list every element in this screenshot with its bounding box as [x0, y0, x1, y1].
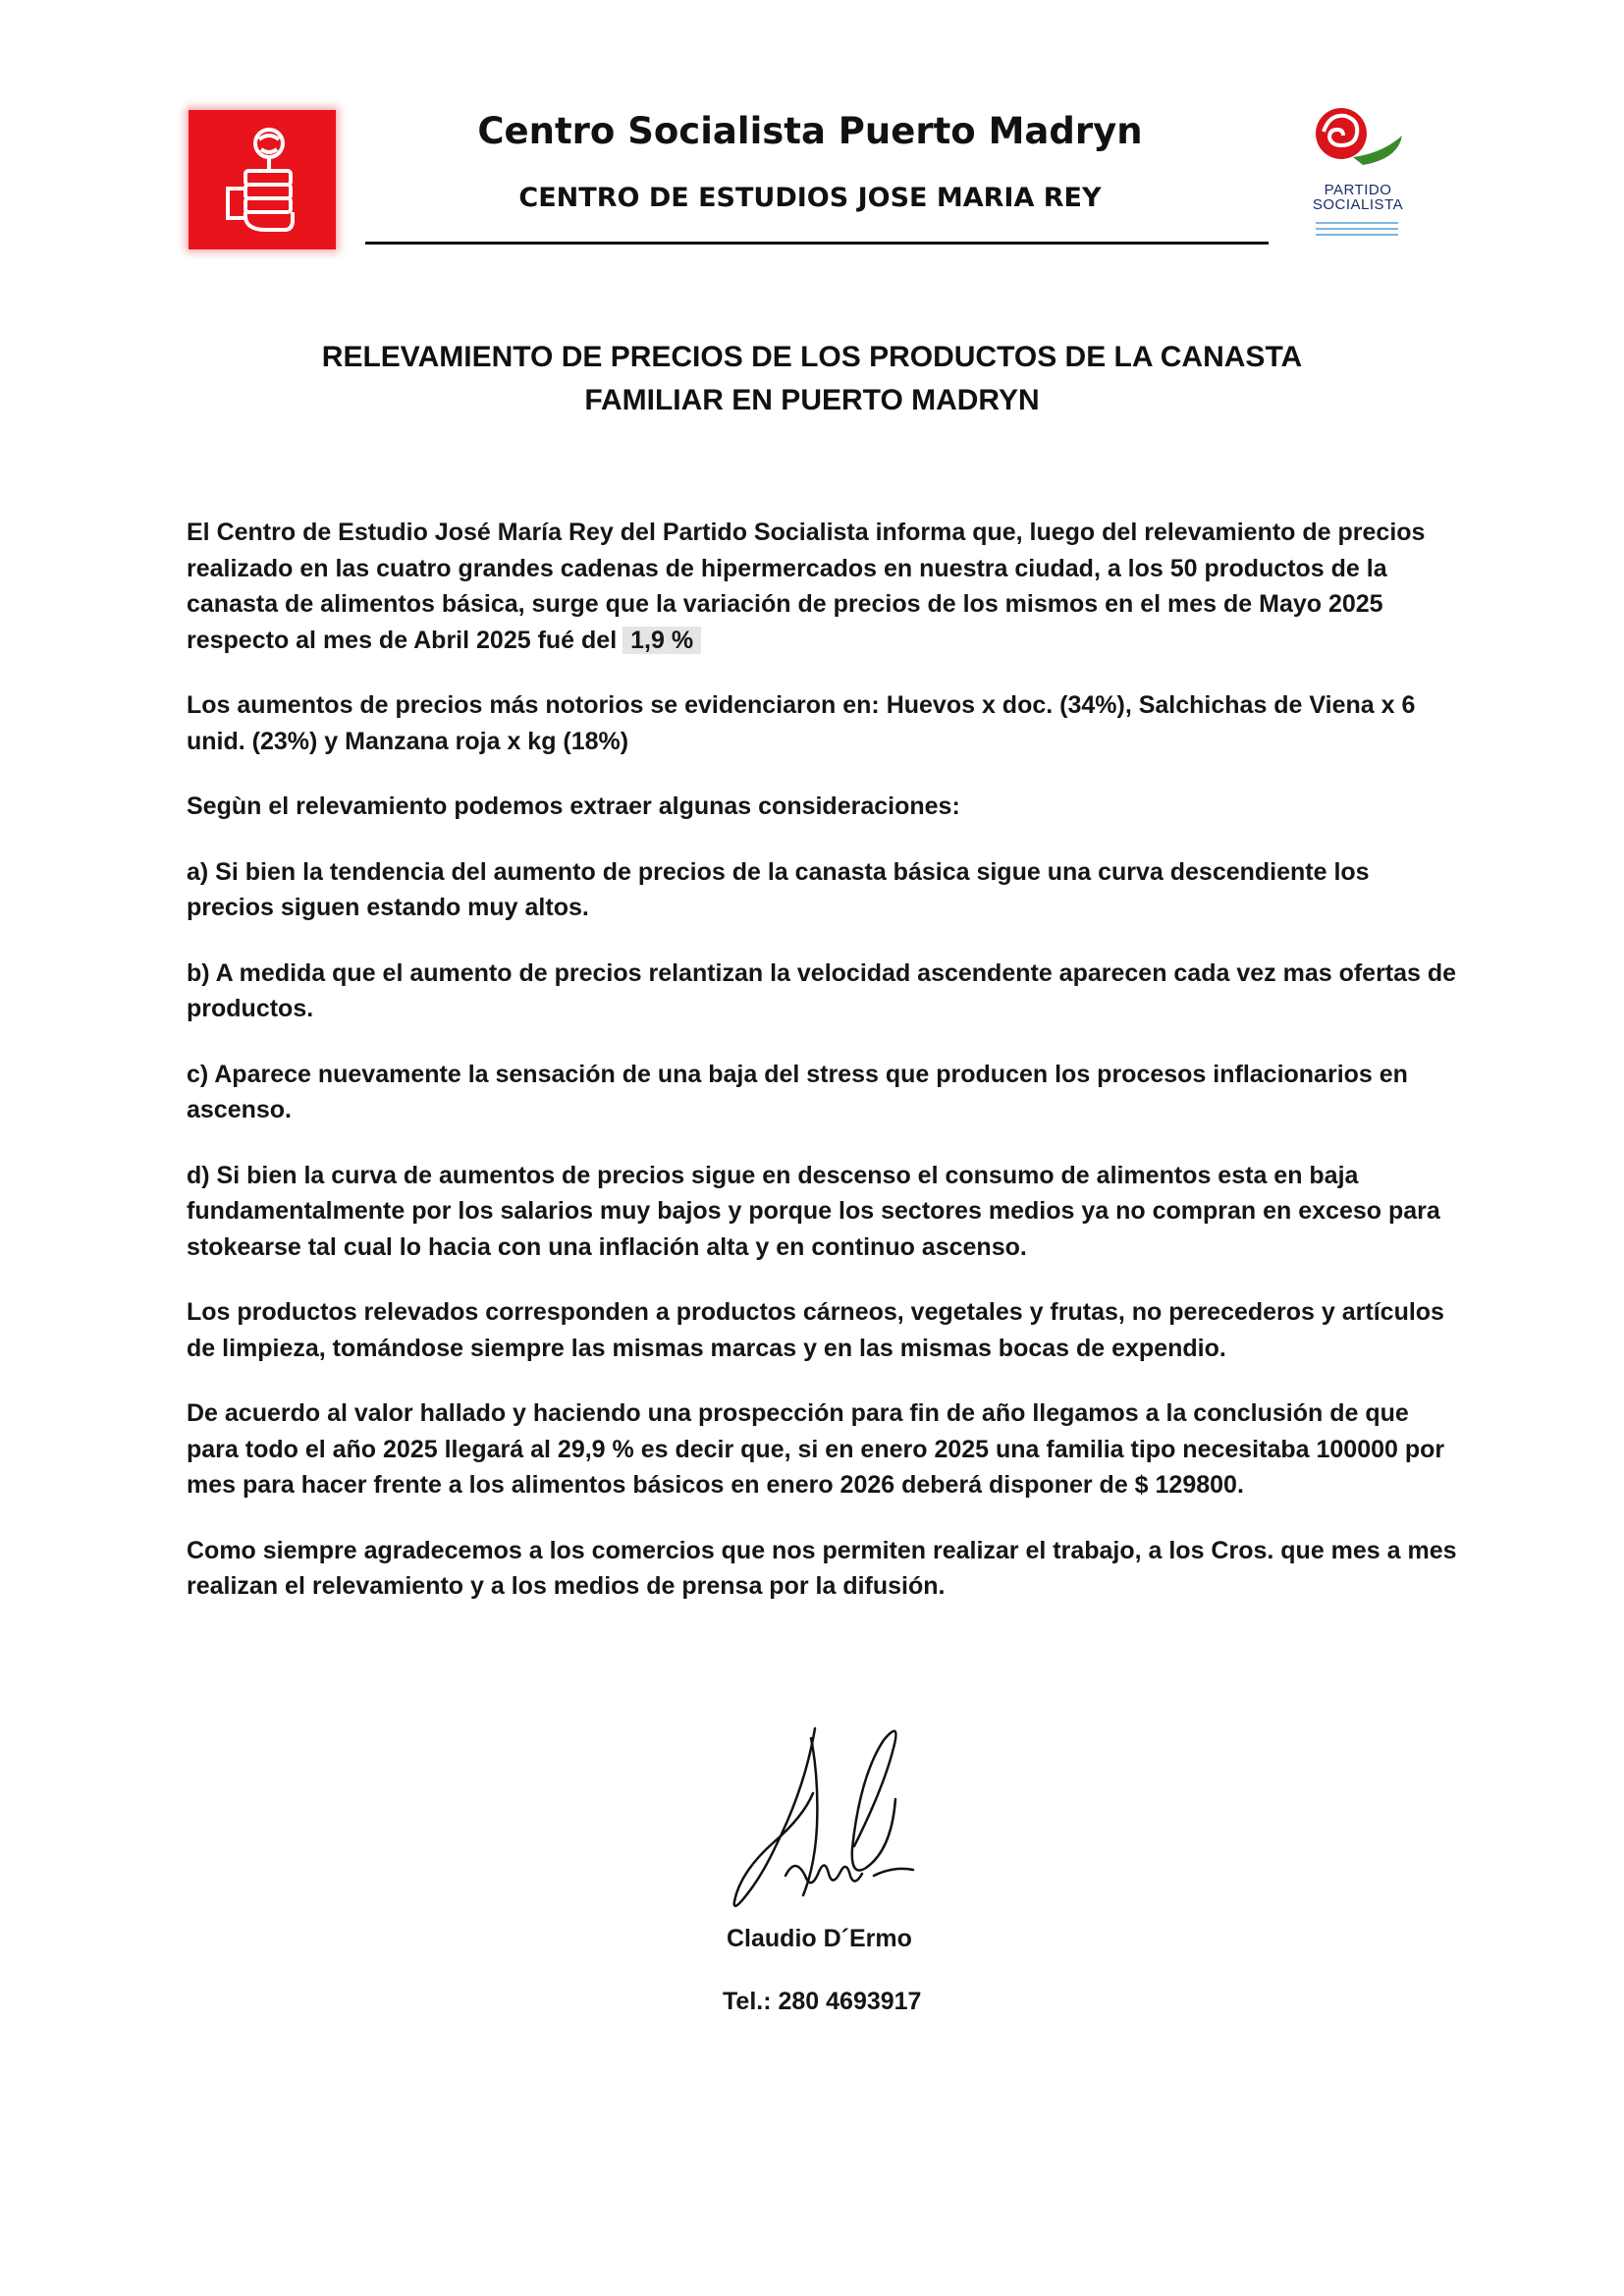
paragraph-products: Los productos relevados corresponden a productos cárneos, vegetales y frutas, no perecederos y artículos de limpieza, tomándose siempre las mismas marcas y en las mismas bocas de expendio.	[187, 1298, 1444, 1362]
paragraph-b: b) A medida que el aumento de precios relantizan la velocidad ascendente aparecen cada vez mas ofertas de productos.	[187, 958, 1457, 1022]
paragraph-projection: De acuerdo al valor hallado y haciendo una prospección para fin de año llegamos a la conclusión de que para todo el año 2025 llegará al 29,9 % es decir que, si en enero 2025 una familia tipo necesitaba 100000 por mes para hacer frente a los alimentos básicos en enero 2026 deberá disponer de $ 129800.	[187, 1399, 1445, 1499]
paragraph-a: a) Si bien la tendencia del aumento de precios de la canasta básica sigue una curva descendiente los precios siguen estando muy altos.	[187, 857, 1370, 921]
paragraph-thanks: Como siempre agradecemos a los comercios que nos permiten realizar el trabajo, a los Cros. que mes a mes realizan el relevamiento y a los medios de prensa por la difusión.	[187, 1536, 1457, 1600]
party-logo-caption: PARTIDO SOCIALISTA	[1312, 182, 1404, 213]
document-body	[187, 515, 1463, 1634]
header-title: Centro Socialista Puerto Madryn	[477, 110, 1143, 152]
intro-paragraph: El Centro de Estudio José María Rey del Partido Socialista informa que, luego del relevamiento de precios realizado en las cuatro grandes cadenas de hipermercados en nuestra ciudad, a los 50 productos de la canasta de alimentos básica, surge que la variación de precios de los mismos en el mes de Mayo 2025 respecto al mes de Abril 2025 fué del 1,9 %	[187, 519, 1426, 654]
handwritten-signature	[727, 1709, 982, 1925]
header-subtitle: CENTRO DE ESTUDIOS JOSE MARIA REY	[518, 183, 1102, 213]
phone-number: Tel.: 280 4693917	[723, 1988, 922, 2015]
signer-name: Claudio D´Ermo	[727, 1925, 912, 1952]
paragraph-considerations: Segùn el relevamiento podemos extraer algunas consideraciones:	[187, 793, 960, 820]
header-divider	[365, 242, 1269, 245]
fist-rose-logo-icon	[189, 110, 336, 249]
paragraph-c: c) Aparece nuevamente la sensación de una baja del stress que producen los procesos inflacionarios en ascenso.	[187, 1060, 1408, 1123]
variation-value: 1,9 %	[623, 627, 701, 654]
paragraph-increases: Los aumentos de precios más notorios se evidenciaron en: Huevos x doc. (34%), Salchichas de Viena x 6 unid. (23%) y Manzana roja x kg (18%)	[187, 691, 1416, 755]
document-title: RELEVAMIENTO DE PRECIOS DE LOS PRODUCTOS DE LA CANASTA FAMILIAR EN PUERTO MADRYN	[321, 341, 1303, 416]
paragraph-d: d) Si bien la curva de aumentos de precios sigue en descenso el consumo de alimentos esta en baja fundamentalmente por los salarios muy bajos y porque los sectores medios ya no compran en exceso para stokearse tal cual lo hacia con una inflación alta y en continuo ascenso.	[187, 1161, 1440, 1261]
rose-party-logo-icon	[1294, 100, 1422, 247]
